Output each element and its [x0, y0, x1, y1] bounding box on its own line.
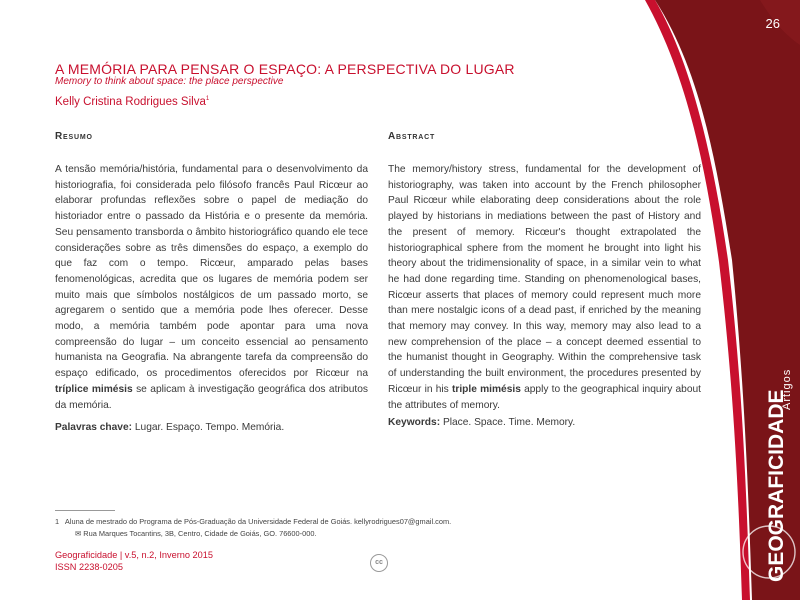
envelope-icon: ✉	[75, 529, 82, 538]
resumo-text-end: se aplicam à investigação geográfica dos atributos da memória.	[55, 383, 368, 411]
resumo-body	[55, 162, 368, 413]
abstract-text-end: apply to the geographical inquiry about the attributes of memory.	[388, 383, 701, 411]
footnote-rule	[55, 510, 115, 511]
abstract-keywords-list: Place. Space. Time. Memory.	[442, 417, 576, 428]
resumo-keywords	[55, 422, 284, 433]
journal-wordmark: GEOGRAFICIDADE	[765, 389, 788, 582]
article-title: A MEMÓRIA PARA PENSAR O ESPAÇO: A PERSPECTIVA DO LUGAR	[55, 61, 515, 77]
footnote-address-line	[55, 528, 451, 540]
section-label: Artigos	[781, 368, 793, 410]
resumo-keywords-list: Lugar. Espaço. Tempo. Memória.	[134, 422, 285, 433]
resumo-text: A tensão memória/história, fundamental para o desenvolvimento da historiografia, foi considerada pelo filósofo francês Paul Ricœur ao elaborar profundas reflexões sobre o papel de mediação do historiador entre o passado da História e o presente da memória. Seu pensamento transborda o âmbito historiográfico quando ele tece considerações sobre as três dimensões do espaço, a exemplo do que faz com o tempo. Ricœur, amparado pelas bases fenomenológicas, acredita que os lugares de memória podem ser muito mais que símbolos nostálgicos de um passado morto, se agregarem o sentido que a memória pode lhes oferecer. Desse modo, a memória também pode apontar para uma nova compreensão do lugar – um conceito essencial ao pensamento humanista na Geografia. Na abrangente tarefa da compreensão do espaço edificado, os procedimentos oferecidos por Ricœur na	[55, 164, 368, 380]
footer	[55, 549, 213, 573]
author-footnote-ref[interactable]: 1	[205, 96, 210, 103]
journal-sidebar	[707, 310, 797, 590]
abstract-keywords-label: Keywords:	[388, 417, 441, 428]
abstract-body	[388, 162, 701, 413]
resumo-heading: Resumo	[55, 131, 93, 142]
article-subtitle: Memory to think about space: the place perspective	[55, 76, 284, 87]
author-text: Kelly Cristina Rodrigues Silva	[55, 96, 206, 108]
abstract-text: The memory/history stress, fundamental for the development of historiography, was taken into account by the French philosopher Paul Ricœur while elaborating deep considerations about the role played by historians in mediations between the past of History and the present of memory. Ricœur's thought extrapolated the historiographical sphere from the moment he brought into light his theory about the tridimensionality of space, in a similar vein to what he had done regarding time. Standing on phenomenological bases, Ricœur asserts that places of memory could represent much more than mere nostalgic icons of a dead past, if enriched by the meaning that memory may convey. In this way, memory may also lead to a new comprehension of the place – a concept deemed essential to the humanist thought in Geography. Within the comprehensive task of understanding the built environment, the procedures presented by Ricœur in his	[388, 164, 701, 395]
resumo-keywords-label: Palavras chave:	[55, 422, 133, 433]
author-name	[55, 96, 209, 108]
footnote-text: Aluna de mestrado do Programa de Pós-Graduação da Universidade Federal de Goiás. kellyrodrigues07@gmail.com.	[64, 517, 452, 526]
journal-citation: Geograficidade | v.5, n.2, Inverno 2015	[55, 550, 213, 560]
abstract-heading: Abstract	[388, 131, 436, 142]
creative-commons-icon[interactable]: cc	[370, 554, 388, 572]
abstract-emphasis: triple mimésis	[451, 383, 521, 395]
footnote	[55, 516, 451, 540]
page-number: 26	[765, 16, 780, 31]
issn: ISSN 2238-0205	[55, 562, 123, 572]
abstract-keywords	[388, 417, 575, 428]
footnote-address: Rua Marques Tocantins, 3B, Centro, Cidade de Goiás, GO. 76600-000.	[83, 529, 317, 538]
footnote-number: 1	[55, 517, 60, 526]
resumo-emphasis: tríplice mimésis	[55, 383, 133, 395]
